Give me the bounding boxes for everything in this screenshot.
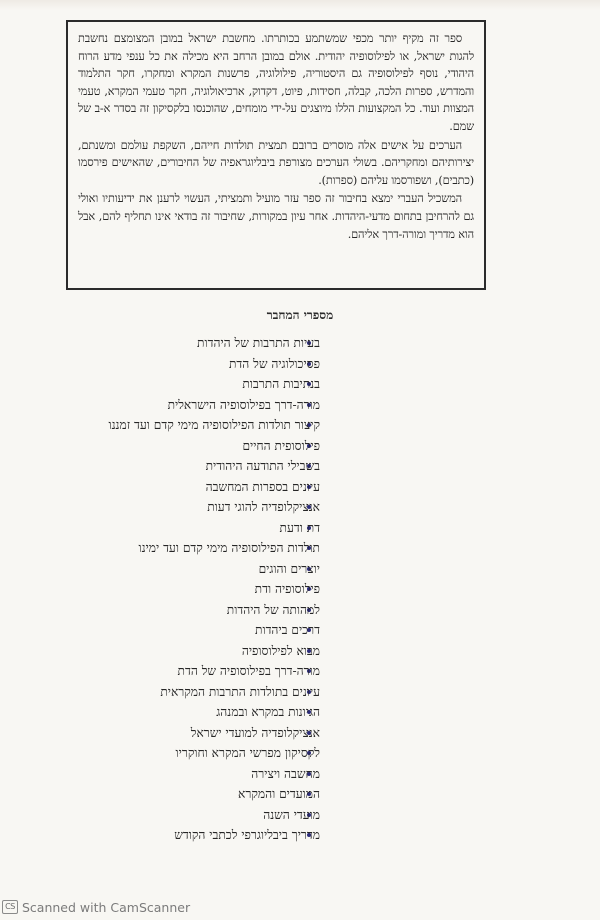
book-title: בעיות התרבות של היהדות [197,336,320,350]
book-title: מדריך ביבליוגרפי לכתבי הקודש [174,828,320,842]
book-title: למהותה של היהדות [226,602,320,617]
list-item [0,374,600,395]
booklist [0,333,600,846]
list-item [0,702,600,723]
list-item [0,661,600,682]
list-item [0,579,600,600]
book-title: אנציקלופדיה להוגי דעות [207,500,320,514]
list-item [0,415,600,436]
list-item [0,723,600,744]
camscanner-watermark [2,897,190,917]
book-title: המועדים והמקרא [238,787,320,801]
book-title: יוצרים והוגים [258,561,320,576]
list-item [0,477,600,498]
book-title: פילוסופיה ודת [254,582,320,596]
book-title: מורה-דרך בפילוסופיה הישראלית [167,397,320,412]
intro-paragraph: המשכיל העברי ימצא בחיבור זה ספר עזר מועיל ותמציתי, העשוי לרענן את ידיעותיו ואולי גם להרחיבן בתחום מדעי-היהדות. אחר עיון במקורות, שחיבור זה בודאי אינו תחליף להם, אבל הוא מדריך ומורה-דרך אליהם. [78,192,474,241]
book-title: פילוסופית החיים [242,438,320,453]
book-title: דרכים ביהדות [255,623,320,637]
book-title: מבוא לפילוסופיה [241,643,320,658]
page-top-edge [0,0,600,10]
booklist-title: מספרי המחבר [266,308,334,322]
list-item [0,518,600,539]
list-item [0,682,600,703]
list-item [0,559,600,580]
list-item [0,620,600,641]
book-title: הגיונות במקרא ובמנהג [216,705,320,719]
intro-paragraph: ספר זה מקיף יותר מכפי שמשתמע בכותרתו. מחשבת ישראל במובן המצומצם נחשבת להגות ישראל, או לפילוסופיה יהודית. אולם במובן הרחב היא מכילה את כל ענפי מדע הרוח היהודי, נוסף לפילוסופיה גם היסטוריה, פילולוגיה, פרשנות המקרא ומחקרו, חקר התלמוד והמדרש, ספרות הלכה, קבלה, חסידות, פיוט, דקדוק, ארכיאולוגיה, חקר טעמי המקרא, טעמי המצוות ועוד. כל המקצועות הללו מיוצגים על-ידי מומחים, שהוכנסו בלקסיקון זה בסדר א-ב של שמם. [78,32,474,133]
list-item [0,784,600,805]
list-item [0,641,600,662]
book-title: עיונים בתולדות התרבות המקראית [160,684,320,699]
list-item [0,764,600,785]
book-title: אנציקלופדיה למועדי ישראל [190,725,320,740]
list-item [0,538,600,559]
list-item [0,436,600,457]
book-title: לקסיקון מפרשי המקרא וחוקריו [175,746,320,760]
book-title: דת ודעת [279,520,320,535]
list-item [0,805,600,826]
list-item [0,354,600,375]
watermark-text: Scanned with CamScanner [22,899,191,915]
book-title: מורה-דרך בפילוסופיה של הדת [177,664,320,678]
book-title: בנתיבות התרבות [242,377,320,391]
list-item [0,333,600,354]
book-title: פסיכולוגיה של הדת [228,356,320,371]
list-item [0,497,600,518]
camscanner-logo-icon: CS [2,900,18,914]
list-item [0,825,600,846]
book-title: בשבילי התודעה היהודית [205,459,320,473]
list-item [0,600,600,621]
book-title: קיצור תולדות הפילוסופיה מימי קדם ועד זמננו [108,418,320,432]
book-title: עיונים בספרות המחשבה [205,479,320,494]
intro-box [66,20,486,290]
book-title: מחשבה ויצירה [251,766,320,781]
book-title: תולדות הפילוסופיה מימי קדם ועד ימינו [138,541,320,555]
list-item [0,395,600,416]
list-item [0,456,600,477]
list-item [0,743,600,764]
intro-paragraph: הערכים על אישים אלה מוסרים ברובם תמצית תולדות חייהם, השקפת עולמם ומשנתם, יצירותיהם ומחקריהם. בשולי הערכים מצורפת ביבליוגראפיה של החיבורים, שהאישים פירסמו (כתבים), ושפורסמו עליהם (ספרות). [78,138,474,187]
book-title: מועדי השנה [263,807,320,822]
